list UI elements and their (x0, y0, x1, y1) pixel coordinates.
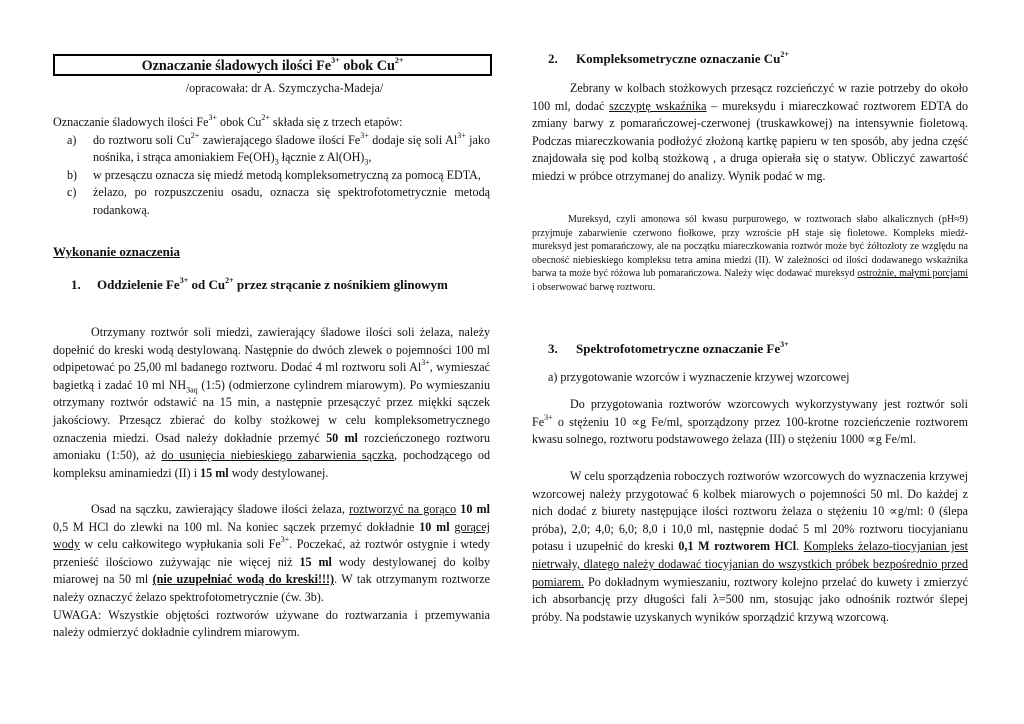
section-1-paragraph-2: Osad na sączku, zawierający śladowe ilości żelaza, roztworzyć na gorąco 10 ml 0,5 M HCl do zlewki na 100 ml. Na koniec sączek przemyć dokładnie 10 ml gorącej wody w celu całkowitego wypłukania soli $Fe^{3+}$. Poczekać, aż roztwór ostygnie i wtedy przenieść ilościowo zużywając nie więcej niż 15 ml wody destylowanej do kolby miarowej na 50 ml (nie uzupełniać wodą do kreski!!!). W tak otrzymanym roztworze należy oznaczyć żelazo spektrofotometrycznie (ćw. 3b). UWAGA: Wszystkie objętości roztworów używane do roztwarzania i przemywania należy odmierzyć dokładnie cylindrem miarowym. (53, 501, 490, 642)
section-3-heading: 3. Spektrofotometryczne oznaczanie $Fe^{3+}$ (548, 339, 789, 356)
section-3-subheading: a) przygotowanie wzorców i wyznaczenie krzywej wzorcowej (548, 370, 850, 384)
section-1-paragraph-1: Otrzymany roztwór soli miedzi, zawierający śladowe ilości soli żelaza, należy dopełnić do kreski wodą destylowaną. Następnie do dwóch zlewek o pojemności 100 ml odpipetować po 25,00 ml badanego roztworu. Dodać 4 ml roztworu soli $Al^{3+}$, wymieszać bagietką i zadać 10 ml $NH_{3aq}$ (1:5) (odmierzone cylindrem miarowym). Po wymieszaniu otrzymany roztwór odstawić na 15 min, a następnie przesączyć przez miękki sączek jakościowy. Przesącz zbierać do kolby stożkowej w celu kompleksometrycznego oznaczenia miedzi. Osad należy dokładnie przemyć 50 ml rozcieńczonego roztworu amoniaku (1:50), aż do usunięcia niebieskiego zabarwienia sączka, pochodzącego od kompleksu aminamiedzi (II) i 15 ml wody destylowanej. (53, 325, 491, 480)
section-heading: Wykonanie oznaczenia (53, 244, 180, 259)
list-item: b) w przesączu oznacza się miedź metodą kompleksometryczną za pomocą EDTA, (67, 167, 481, 182)
list-item: c) żelazo, po rozpuszczeniu osadu, oznacza się spektrofotometrycznie metodą rodankową. (67, 185, 490, 217)
author-line: /opracowała: dr A. Szymczycha-Madeja/ (185, 81, 384, 95)
section-3-paragraph-1: Do przygotowania roztworów wzorcowych wykorzystywany jest roztwór soli $Fe^{3+}$ o stężeniu 10 ∝g Fe/ml, sporządzony przez 100-krotne rozcieńczenie roztworem kwasu solnego, roztworu podstawowego żelaza (III) o stężeniu 1000 ∝g Fe/ml. (532, 397, 968, 447)
section-2-paragraph: Zebrany w kolbach stożkowych przesącz rozcieńczyć w razie potrzeby do około 100 ml, dodać szczyptę wskaźnika – mureksydu i miareczkować roztworem EDTA do zmiany barwy z pomarańczowej-czerwonej (truskawkowej) na intensywnie fioletową. Podczas miareczkowania podłożyć złożoną kartkę papieru w ten sposób, aby jedna część znajdowała się pod kolbą stożkową , a druga opierała się o statyw. Obliczyć zawartość miedzi w próbce otrzymanej do analizy. Wynik podać w mg. (532, 81, 968, 183)
note: UWAGA: Wszystkie objętości roztworów używane do roztwarzania i przemywania należy odmierzyć dokładnie cylindrem miarowym. (53, 607, 490, 640)
section-1-heading: 1. Oddzielenie $Fe^{3+}$ od $Cu^{2+}$ przez strącanie z nośnikiem glinowym (71, 275, 448, 292)
section-2-note: Mureksyd, czyli amonowa sól kwasu purpurowego, w roztworach słabo alkalicznych (pH≈9) przyjmuje zabarwienie czerwono fiołkowe, przy wzroście pH staje się fioletowe. Kompleks miedź-mureksyd jest pomarańczowy, ale na początku miareczkowania roztwór może być żółtozłoty ze względu na obecność niebieskiego kompleksu tetra amina miedzi (II). W zależności od ilości dodawanego wskaźnika barwa ta może być różowa lub pomarańczowa. Należy więc dodawać mureksyd ostrożnie, małymi porcjami i obserwować barwę roztworu. (532, 214, 969, 293)
list-item: a) do roztworu soli $Cu^{2+}$ zawierającego śladowe ilości $Fe^{3+}$ dodaje się soli $Al^{3+}$ jako nośnika, i strąca amoniakiem $Fe(OH)_3$ łącznie z $Al(OH)_3$, (67, 130, 490, 167)
section-2-heading: 2. Kompleksometryczne oznaczanie $Cu^{2+}$ (548, 49, 789, 66)
section-3-paragraph-2: W celu sporządzenia roboczych roztworów wzorcowych do wyznaczenia krzywej wzorcowej należy przygotować 6 kolbek miarowych o pojemności 50 ml. Do każdej z nich dodać z biurety następujące ilości roztworu żelaza o stężeniu 10 ∝g/ml: 0 (ślepa próba), 2,0; 4,0; 6,0; 8,0 i 10,0 ml, następnie dodać 5 ml 20% roztworu tiocyjanianu potasu i uzupełnić do kreski 0,1 M roztworem HCl. Kompleks żelazo-tiocyjanian jest nietrwały, dlatego należy dodawać tiocyjanian do wszystkich próbek bezpośrednio przed pomiarem. Po dokładnym wymieszaniu, roztwory kolejno przelać do kuwety i zmierzyć ich absorbancję przy długości fali λ=500 nm, stosując jako odnośnik roztwór ślepej próby. Na podstawie uzyskanych wyników sporządzić krzywą wzorcową. (532, 469, 968, 624)
document-title: Oznaczanie śladowych ilości $Fe^{3+}$ obok $Cu^{2+}$ (53, 54, 492, 76)
intro-text: Oznaczanie śladowych ilości $Fe^{3+}$ obok $Cu^{2+}$ składa się z trzech etapów: a) do roztworu soli $Cu^{2+}$ zawierającego śladowe ilości $Fe^{3+}$ dodaje się soli $Al^{3+}$ jako nośnika, i strąca amoniakiem $Fe(OH)_3$ łącznie z $Al(OH)_3$, b) w przesączu oznacza się miedź metodą kompleksometryczną za pomocą EDTA, c) żelazo, po rozpuszczeniu osadu, oznacza się spektrofotometrycznie metodą rodankową. (53, 114, 490, 220)
